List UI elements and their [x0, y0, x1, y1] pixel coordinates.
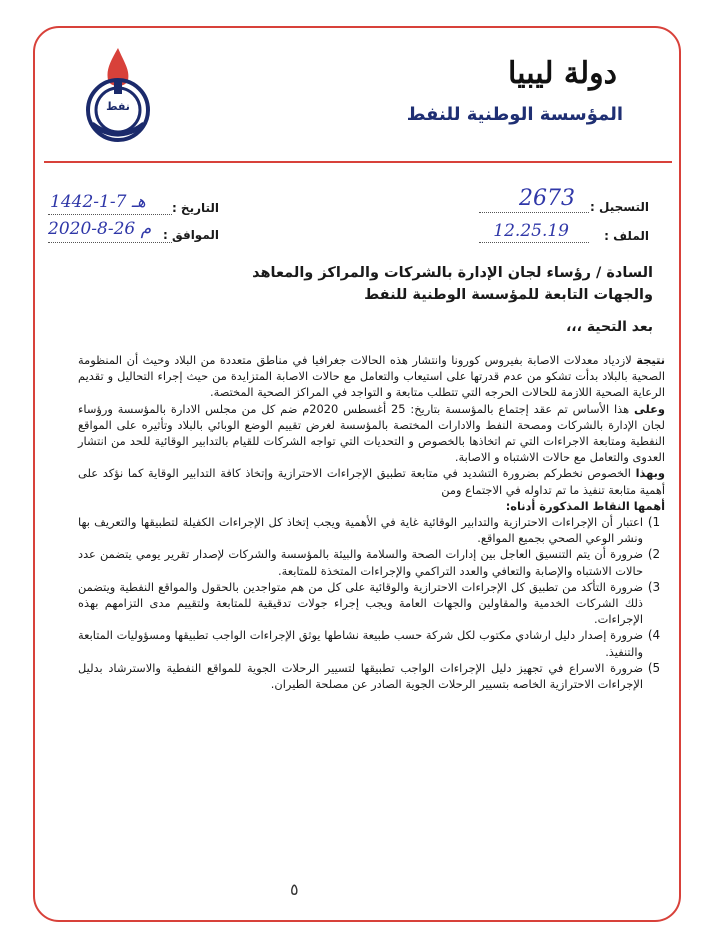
state-name: دولة ليبيا — [508, 56, 617, 91]
letter-body — [78, 352, 665, 692]
paragraph-2-text: هذا الأساس تم عقد إجتماع بالمؤسسة بتاريخ: 25 أغسطس 2020م ضم كل من مجلس الادارة بالمؤسسة ورؤساء لجان الإدارة بالشركات ومصحة النفط والادارات المختصة بالمؤسسة لغرض تقييم الوضع الوبائي بالبلاد وتأثيره على المواقع النفطية ومتابعة الاجراءات التي تم اتخاذها بالخصوص و التحديات التي تواجه الشركات للقيام بالتدابير الوقائية للحد من انتشار العدوى والتعامل مع حالات الاشتباه و الاصابة. — [78, 401, 665, 465]
header-divider — [44, 161, 672, 163]
item-text: ضرورة إصدار دليل ارشادي مكتوب لكل شركة حسب طبيعة نشاطها يوثق الإجراءات الواجب تطبيقها ومسؤوليات المتابعة والتنفيذ. — [78, 628, 643, 659]
greeting: بعد التحية ،،، — [565, 319, 653, 335]
paragraph-3-lead: وبهذا — [635, 466, 665, 481]
item-text: ضرورة أن يتم التنسيق العاجل بين إدارات الصحة والسلامة والبيئة بالمؤسسة والشركات لإصدار تقرير يومي يتضمن عدد حالات الاشتباه والإصابة والتعافي والعدد التراكمي والإجراءات المتخذة للمتابعة. — [78, 547, 643, 578]
date-value: 1442-1-7 هـ — [50, 192, 146, 212]
file-value: 12.25.19 — [493, 221, 569, 241]
list-item — [78, 546, 665, 578]
list-item — [78, 514, 665, 546]
addressee — [93, 262, 653, 306]
file-dots — [479, 242, 589, 243]
corresponding-value: 2020-8-26 م — [48, 219, 152, 239]
item-text: اعتبار أن الإجراءات الاحترازية والتدابير الوقائية غاية في الأهمية ويجب إتخاذ كل الإجراءات الكفيلة لتطبيقها والتعريف بها ونشر الوعي الصحي بجميع المواقع. — [78, 515, 643, 546]
item-number: 3) — [647, 579, 661, 594]
date-dots — [48, 214, 172, 215]
corporation-name: المؤسسة الوطنية للنفط — [406, 104, 623, 125]
item-number: 1) — [647, 515, 661, 530]
corresponding-dots — [48, 242, 172, 243]
item-text: ضرورة التأكد من تطبيق كل الإجراءات الاحترازية والوقائية على كل من هم متواجدين بالحقول والمواقع النفطية ويتضمن ذلك الشركات الخدمية والمقاولين والجهات العامة ويجب إجراء جولات تدقيقية للمتابعة ولتقييم مدى التزامهم بهذه الإجراءات. — [78, 579, 643, 627]
paragraph-2 — [78, 401, 665, 466]
continuation-mark: ٥ — [290, 880, 299, 899]
corresponding-label: الموافق : — [163, 228, 219, 242]
paragraph-3-text: الخصوص نخطركم بضرورة التشديد في متابعة تطبيق الإجراءات الاحترازية وإتخاذ كافة التدابير الوقاية كما نؤكد على أهمية متابعة تنفيذ ما تم تداوله في الاجتماع ومن — [78, 466, 665, 497]
registration-label: التسجيل : — [590, 200, 649, 214]
logo-caption: نفط — [106, 100, 130, 113]
registration-value: 2673 — [519, 186, 575, 211]
item-number: 2) — [647, 547, 661, 562]
noc-logo — [84, 46, 152, 146]
list-item — [78, 579, 665, 628]
addressee-line-2: والجهات التابعة للمؤسسة الوطنية للنفط — [364, 287, 653, 303]
flame-drop-icon — [84, 46, 152, 146]
paragraph-1 — [78, 352, 665, 401]
points-intro: أهمها النقاط المذكورة أدناه: — [505, 498, 665, 513]
list-item — [78, 627, 665, 659]
paragraph-1-lead: نتيجة — [636, 353, 665, 367]
paragraph-2-lead: وعلى — [633, 401, 665, 416]
paragraph-1-text: لازدياد معدلات الاصابة بفيروس كورونا وانتشار هذه الحالات جغرافيا في مناطق متعددة من البلاد وحيث أن المنظومة الصحية بالبلاد بدأت تشكو من عدم قدرتها على استيعاب والتعامل مع حالات الاصابة المتزايدة من حيث إجراء التحاليل و تقديم الرعاية الصحية اللازمة للحالات الحرجه التي تتطلب متابعة و التواجد في المراكز الصحية المختصة. — [78, 353, 665, 400]
item-text: ضرورة الاسراع في تجهيز دليل الإجراءات الواجب تطبيقها لتسيير الرحلات الجوية للمواقع النفطية والاسترشاد بدليل الإجراءات الاحترازية الخاصه بتسيير الرحلات الجوية الصادر عن مصلحة الطيران. — [78, 660, 643, 692]
list-item — [78, 660, 665, 692]
file-label: الملف : — [604, 229, 649, 243]
item-number: 4) — [647, 628, 661, 643]
item-number: 5) — [647, 660, 661, 675]
registration-dots — [479, 212, 589, 213]
date-label: التاريخ : — [171, 201, 219, 215]
addressee-line-1: السادة / رؤساء لجان الإدارة بالشركات والمراكز والمعاهد — [252, 265, 653, 281]
paragraph-3 — [78, 465, 665, 497]
